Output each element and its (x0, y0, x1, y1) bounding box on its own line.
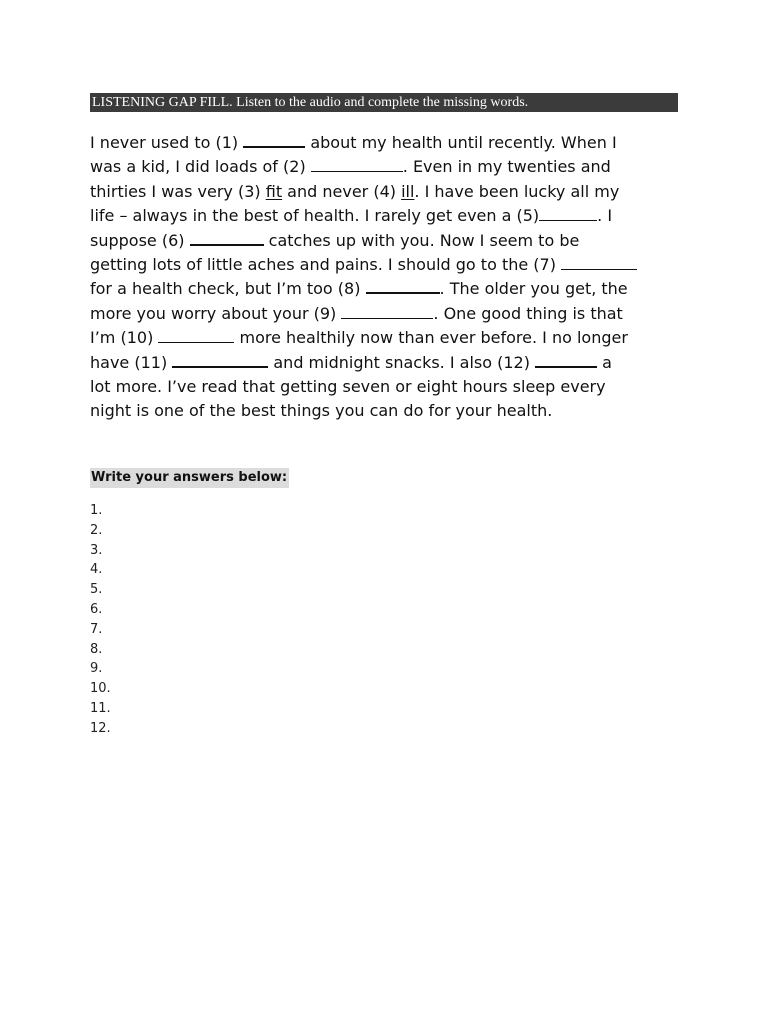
worksheet-title: LISTENING GAP FILL. Listen to the audio and complete the missing words. (90, 93, 678, 112)
answer-line[interactable]: 11. (90, 700, 111, 716)
answer-line[interactable]: 2. (90, 522, 103, 538)
answer-line[interactable]: 4. (90, 562, 103, 578)
blank-2[interactable] (311, 156, 403, 172)
answer-line[interactable]: 8. (90, 641, 103, 657)
answer-line[interactable]: 5. (90, 582, 103, 598)
passage-line: have (11) and midnight snacks. I also (12) a (90, 352, 612, 372)
blank-11[interactable] (172, 351, 268, 368)
answer-line[interactable]: 6. (90, 601, 103, 617)
blank-6[interactable] (190, 229, 264, 246)
gap-fill-passage (90, 131, 678, 424)
blank-5[interactable] (539, 205, 597, 221)
blank-12[interactable] (535, 351, 597, 368)
passage-line: thirties I was very (3) fit and never (4) ill. I have been lucky all my (90, 181, 620, 201)
passage-line: getting lots of little aches and pains. I should go to the (7) (90, 253, 678, 277)
blank-1[interactable] (243, 131, 305, 148)
answer-line[interactable]: 7. (90, 621, 103, 637)
passage-line: I’m (10) more healthily now than ever before. I no longer (90, 328, 628, 348)
answers-heading: Write your answers below: (90, 468, 289, 488)
answer-line[interactable]: 12. (90, 720, 111, 736)
answer-line[interactable]: 3. (90, 542, 103, 558)
blank-8[interactable] (366, 277, 440, 294)
passage-line: suppose (6) catches up with you. Now I seem to be (90, 230, 580, 250)
answer-line[interactable]: 9. (90, 661, 103, 677)
passage-line: more you worry about your (9) . One good thing is that (90, 303, 623, 323)
blank-10[interactable] (158, 327, 234, 343)
answer-word-3: fit (265, 181, 283, 201)
answer-word-4: ill (401, 181, 415, 201)
blank-7[interactable] (561, 254, 637, 270)
blank-9[interactable] (341, 303, 433, 319)
passage-line: life – always in the best of health. I rarely get even a (5) . I (90, 206, 613, 226)
answer-line[interactable]: 1. (90, 503, 103, 518)
passage-line: lot more. I’ve read that getting seven or eight hours sleep every (90, 376, 606, 396)
passage-line: was a kid, I did loads of (2) . Even in my twenties and (90, 157, 611, 177)
answer-list (90, 501, 111, 739)
answer-line[interactable]: 10. (90, 681, 111, 697)
passage-line: night is one of the best things you can do for your health. (90, 401, 553, 421)
passage-line: for a health check, but I’m too (8) . The older you get, the (90, 279, 628, 299)
passage-line: I never used to (1) about my health until recently. When I (90, 133, 617, 152)
